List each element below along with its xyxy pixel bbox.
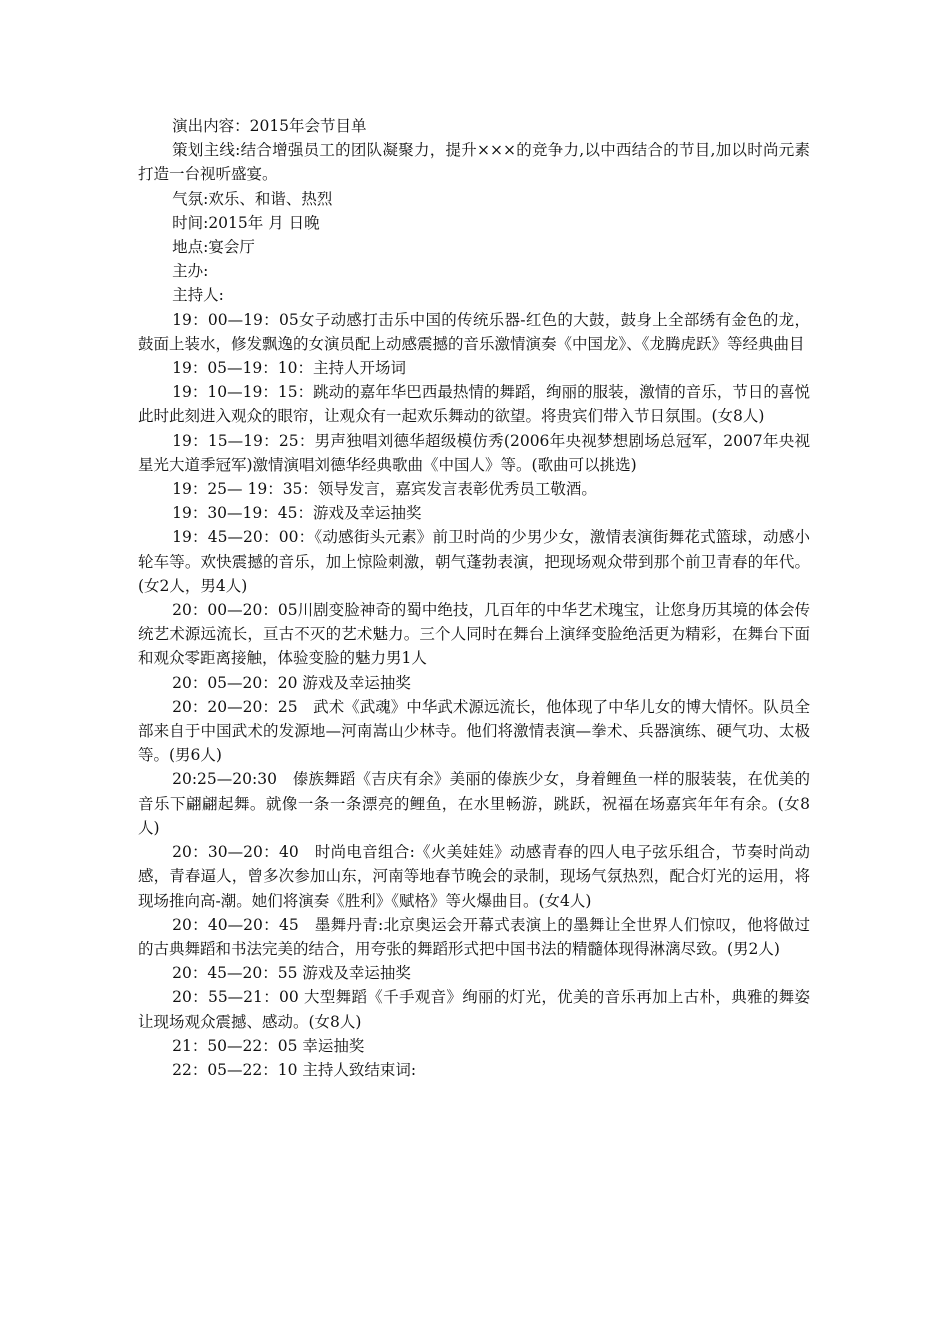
program-item: 20:25—20:30 傣族舞蹈《吉庆有余》美丽的傣族少女，身着鲤鱼一样的服装装，在优美的音乐下翩翩起舞。就像一条一条漂亮的鲤鱼，在水里畅游，跳跃，祝福在场嘉宾年年有余。(女8人) [138, 770, 810, 837]
program-item: 22：05—22：10 主持人致结束词: [172, 1060, 417, 1079]
program-item: 20：45—20：55 游戏及幸运抽奖 [172, 964, 411, 983]
event-venue: 地点:宴会厅 [172, 238, 255, 257]
planning-theme: 策划主线:结合增强员工的团队凝聚力，提升×××的竞争力,以中西结合的节目,加以时尚元素打造一台视听盛宴。 [138, 141, 810, 184]
program-item: 19：45—20：00：《动感街头元素》前卫时尚的少男少女，激情表演街舞花式篮球，动感小轮车等。欢快震撼的音乐，加上惊险刺激，朝气蓬勃表演，把现场观众带到那个前卫青春的年代。(女2人，男4人) [138, 528, 810, 595]
program-item: 19：15—19：25：男声独唱刘德华超级模仿秀(2006年央视梦想剧场总冠军，2007年央视星光大道季冠军)激情演唱刘德华经典歌曲《中国人》等。(歌曲可以挑选) [138, 431, 810, 474]
program-item: 21：50—22：05 幸运抽奖 [172, 1036, 365, 1055]
program-item: 19：00—19：05女子动感打击乐中国的传统乐器-红色的大鼓，鼓身上全部绣有金色的龙，鼓面上装水，修发飘逸的女演员配上动感震撼的音乐激情演奏《中国龙》、《龙腾虎跃》等经典曲目 [138, 310, 810, 353]
program-item: 20：20—20：25 武术《武魂》中华武术源远流长，他体现了中华儿女的博大情怀。队员全部来自于中国武术的发源地—河南嵩山少林寺。他们将激情表演—拳术、兵器演练、硬气功、太极等。(男6人) [138, 697, 810, 765]
program-item: 20：05—20：20 游戏及幸运抽奖 [172, 673, 411, 692]
program-item: 19：30—19：45：游戏及幸运抽奖 [172, 504, 422, 523]
program-item: 20：30—20：40 时尚电音组合:《火美娃娃》动感青春的四人电子弦乐组合，节奏时尚动感，青春逼人，曾多次参加山东，河南等地春节晚会的录制，现场气氛热烈，配合灯光的运用，将现场推向高-潮。她们将演奏《胜利》《赋格》等火爆曲目。(女4人) [138, 843, 810, 910]
program-title: 演出内容：2015年会节目单 [172, 117, 367, 135]
program-item: 20：55—21：00 大型舞蹈《千手观音》绚丽的灯光，优美的音乐再加上古朴，典雅的舞姿让现场观众震撼、感动。(女8人) [138, 988, 810, 1031]
program-item: 20：40—20：45 墨舞丹青:北京奥运会开幕式表演上的墨舞让全世界人们惊叹，他将做过的古典舞蹈和书法完美的结合，用夸张的舞蹈形式把中国书法的精髓体现得淋漓尽致。(男2人) [138, 915, 810, 958]
document-body [138, 114, 810, 1082]
event-organizer: 主办: [172, 262, 209, 281]
program-item: 19：25— 19：35：领导发言，嘉宾发言表彰优秀员工敬酒。 [172, 480, 597, 499]
program-item: 19：10—19：15：跳动的嘉年华巴西最热情的舞蹈，绚丽的服装，激情的音乐，节日的喜悦此时此刻进入观众的眼帘，让观众有一起欢乐舞动的欲望。将贵宾们带入节日氛围。(女8人) [138, 383, 810, 426]
event-host: 主持人: [172, 286, 224, 305]
event-time: 时间:2015年 月 日晚 [172, 213, 320, 232]
program-item: 20：00—20：05川剧变脸神奇的蜀中绝技，几百年的中华艺术瑰宝，让您身历其境的体会传统艺术源远流长，亘古不灭的艺术魅力。三个人同时在舞台上演绎变脸绝活更为精彩，在舞台下面和观众零距离接触，体验变脸的魅力男1人 [138, 601, 810, 668]
atmosphere: 气氛:欢乐、和谐、热烈 [172, 189, 333, 208]
program-item: 19：05—19：10：主持人开场词 [172, 359, 406, 378]
